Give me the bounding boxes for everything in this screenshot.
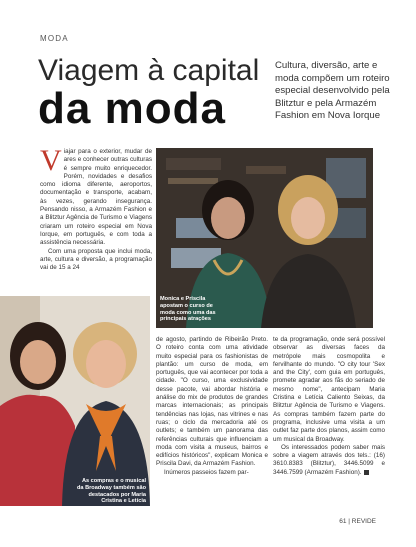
- article-deck: Cultura, diversão, arte e moda compõem um roteiro especial desenvolvido pela Blitztur e pela Armazém Fashion em Nova Iorque: [275, 60, 390, 122]
- drop-cap: V: [40, 144, 62, 177]
- paragraph: de agosto, partindo de Ribeirão Preto. O roteiro conta com uma atividade muito especial para os fashionistas de plantão: um curso de moda, em português, que vai acontecer por toda a cidade. "O curso, uma exclusividade desse pacote, vai abordar história e análise do mix de produtos de grandes marcas internacionais; as principais tendências nas lojas, nas vitrines e nas ruas; o ciclo da mercadoria até os outlets; e também um panorama das referências culturais que influenciam a moda com visita a museus, bairros e edifícios históricos", explicam Monica e Priscila Davi, da Armazém Fashion.: [156, 336, 268, 468]
- footer-separator: |: [348, 518, 350, 525]
- page-footer: [339, 518, 376, 525]
- section-label: MODA: [40, 34, 69, 43]
- end-of-article-mark: [364, 470, 369, 475]
- body-column-3: [273, 336, 385, 477]
- body-column-1: [40, 144, 152, 272]
- paragraph: te da programação, onde será possível observar as diversas faces da metrópole mais cosmopolita e fervilhante do mundo. "O city tour 'Sex and the City', com guia em português, promete agradar aos fãs do seriado de mesmo nome", antecipam Maria Cristina e Letícia Caliento Seixas, da Blitztur Agência de Turismo e Viagens. As compras também fazem parte do programa, inclusive uma visita a um outlet faz parte dos planos, assim como um musical da Broadway.: [273, 336, 385, 443]
- photo-caption: As compras e o musical da Broadway também são destacados por Maria Cristina e Letícia: [76, 478, 146, 505]
- magazine-name: REVIDE: [351, 518, 376, 525]
- photo-illustration: [0, 296, 150, 506]
- title-line-2: da moda: [38, 84, 226, 133]
- paragraph: [273, 444, 385, 477]
- photo-caption: Monica e Priscila apostam o curso de moda como uma das principais atrações: [160, 296, 216, 323]
- contact-text: Os interessados podem saber mais sobre a viagem através dos tels.: (16) 3610.8383 (Blitztur), 3446.5099 e 3446.7599 (Armazém Fashion).: [273, 443, 385, 476]
- paragraph: Inúmeros passeios fazem par-: [164, 468, 249, 476]
- page-number: 61: [339, 518, 347, 525]
- paragraph: iajar para o exterior, mudar de ares e conhecer outras culturas é sempre muito enriquecedor. Porém, novidades e desafios como idioma diferente, aeroportos, documentação e transporte, acabam, às vezes, gerando insegurança. Pensando nisso, a Armazém Fashion e a Blitztur Agência de Turismo e Viagens criaram um roteiro especial em Nova Iorque, em português, e com toda a assistência necessária.: [40, 148, 152, 247]
- photo-maria-cristina-leticia: [0, 296, 150, 506]
- title-line-1: Viagem à capital: [38, 54, 260, 87]
- paragraph: Com uma proposta que inclui moda, arte, cultura e diversão, a programação vai de 15 a 24: [40, 247, 152, 272]
- body-column-2: [156, 336, 268, 477]
